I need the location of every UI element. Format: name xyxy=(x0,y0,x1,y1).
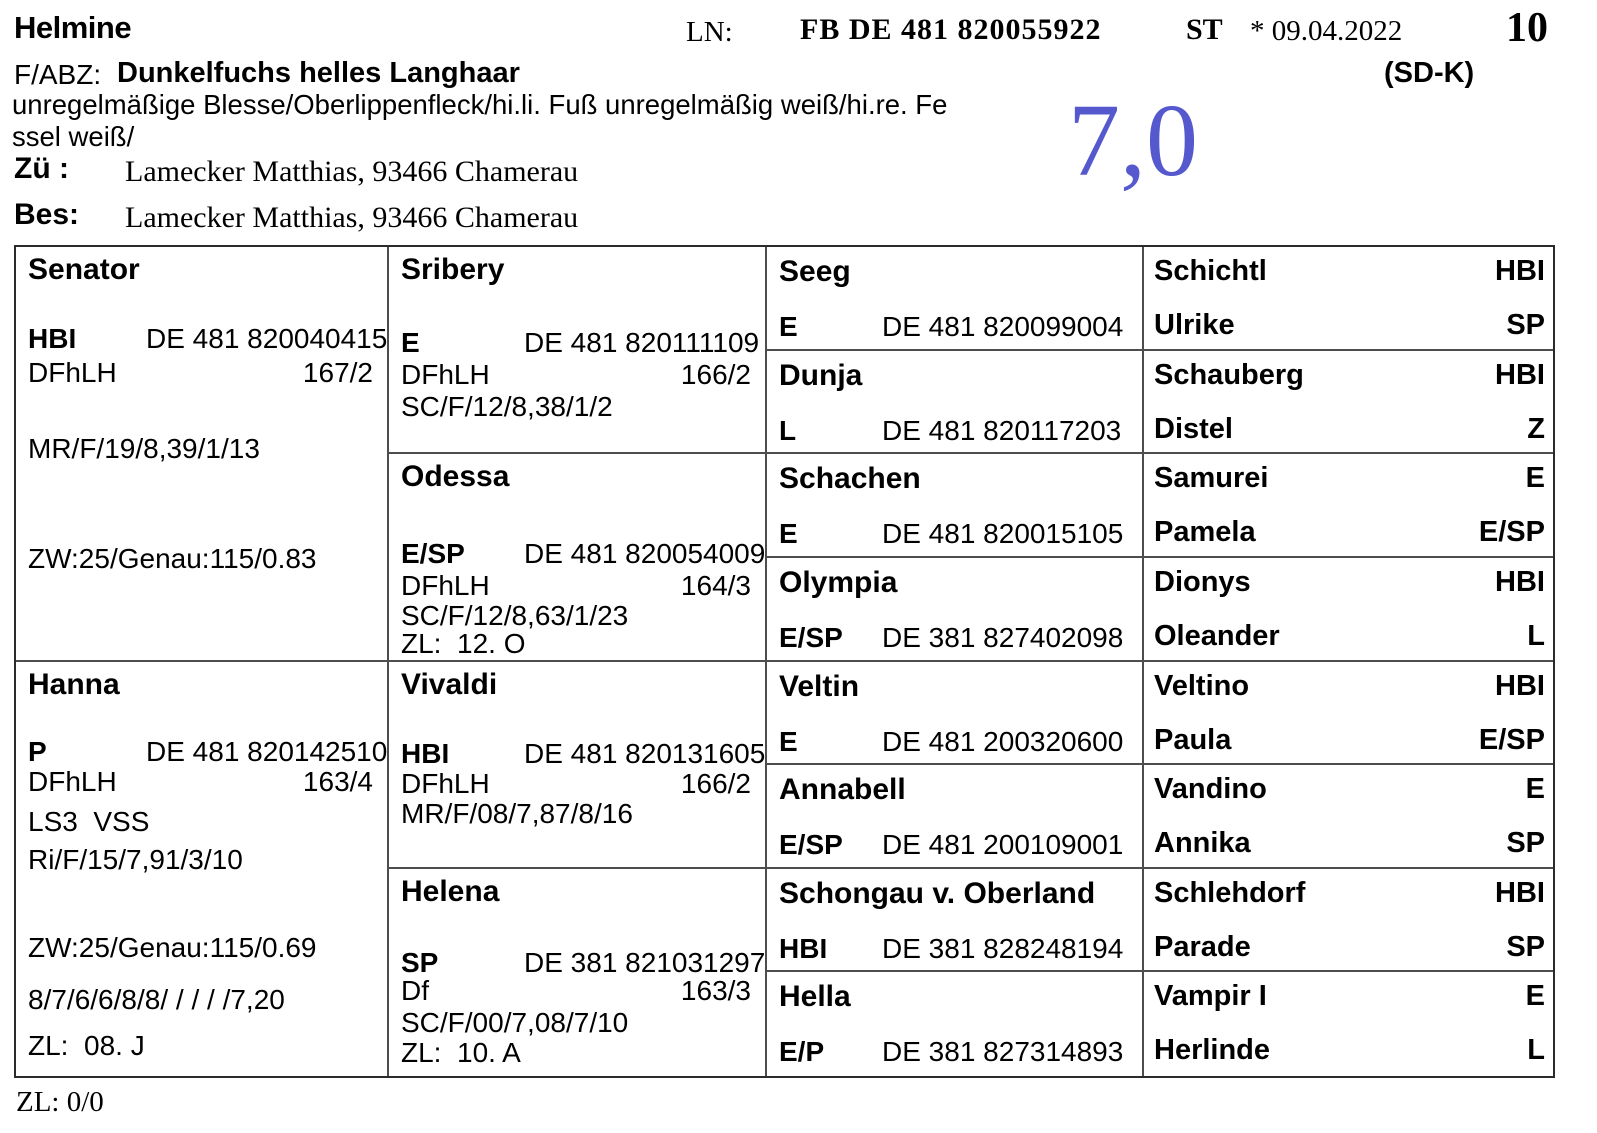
premium-label: L xyxy=(779,414,797,446)
zl-row: ZL: 08. J xyxy=(28,1029,145,1061)
breed-row xyxy=(401,570,751,602)
premium-label: HBI xyxy=(28,323,77,354)
premium-label: E xyxy=(401,327,420,358)
id-row xyxy=(779,1036,1123,1068)
measurement: 166/2 xyxy=(680,359,751,390)
horse-name: Distel xyxy=(1154,412,1233,445)
life-number: DE 481 820142510 xyxy=(146,735,388,767)
premium-label: Z xyxy=(1527,412,1545,445)
sire-row xyxy=(1154,359,1545,392)
life-number: DE 381 821031297 xyxy=(524,946,766,978)
life-number: DE 481 820040415 xyxy=(146,323,388,354)
premium-label: HBI xyxy=(1495,876,1545,909)
id-row xyxy=(779,415,1121,447)
pedigree-cell-gen4-3 xyxy=(1144,454,1553,558)
horse-name: Senator xyxy=(28,253,140,286)
dam-row xyxy=(1154,827,1545,860)
sire-row xyxy=(1154,980,1545,1013)
breed-code: DFhLH xyxy=(401,359,490,390)
id-row xyxy=(779,726,1123,758)
breed-code: Df xyxy=(401,974,429,1006)
color-description: Dunkelfuchs helles Langhaar xyxy=(117,57,520,89)
horse-name: Vivaldi xyxy=(401,667,498,701)
ln-number: FB DE 481 820055922 xyxy=(800,13,1102,46)
premium-label: E xyxy=(779,311,798,342)
performance-row: Ri/F/15/7,91/3/10 xyxy=(28,843,243,875)
dam-row xyxy=(1154,724,1545,757)
premium-label: SP xyxy=(1506,309,1545,341)
breed-row xyxy=(401,359,751,391)
horse-name: Oleander xyxy=(1154,619,1280,652)
breed-row xyxy=(401,768,751,800)
life-number: DE 481 200109001 xyxy=(882,829,1124,861)
premium-label: SP xyxy=(401,946,439,978)
dam-row xyxy=(1154,309,1545,342)
id-row xyxy=(779,933,1123,965)
pedigree-cell-gen3-6 xyxy=(767,765,1144,869)
horse-name: Vampir I xyxy=(1154,980,1267,1013)
pedigree-cell-gen3-5 xyxy=(767,662,1144,766)
horse-name: Parade xyxy=(1154,930,1251,963)
premium-label: SP xyxy=(1506,930,1545,963)
horse-name: Dionys xyxy=(1154,565,1251,598)
horse-name: Helena xyxy=(401,874,500,908)
horse-name: Herlinde xyxy=(1154,1034,1271,1067)
dam-row xyxy=(1154,620,1545,653)
life-number: DE 381 828248194 xyxy=(882,932,1124,964)
premium-label: HBI xyxy=(401,737,450,769)
horse-name: Schongau v. Oberland xyxy=(779,876,1096,910)
life-number: DE 481 820111109 xyxy=(524,327,760,358)
horse-name: Pamela xyxy=(1154,516,1256,549)
pedigree-cell-gen3-7 xyxy=(767,869,1144,973)
performance-row: SC/F/12/8,63/1/23 xyxy=(401,600,629,632)
horse-name: Annabell xyxy=(779,773,906,807)
breed-row xyxy=(28,357,373,389)
horse-name: Seeg xyxy=(779,255,851,288)
premium-label: E/SP xyxy=(1478,723,1545,756)
premium-label: E xyxy=(1525,773,1545,806)
pedigree-cell-gen2-2 xyxy=(389,454,767,661)
horse-name: Schauberg xyxy=(1154,358,1304,391)
life-number: DE 381 827402098 xyxy=(882,621,1124,653)
measurement: 163/3 xyxy=(680,974,751,1006)
pedigree-cell-gen4-2 xyxy=(1144,351,1553,455)
measurement: 167/2 xyxy=(302,357,373,388)
pedigree-cell-gen4-7 xyxy=(1144,869,1553,973)
premium-label: P xyxy=(28,735,47,767)
premium-label: E xyxy=(1525,462,1545,495)
id-row xyxy=(28,323,387,355)
st-label: ST xyxy=(1186,13,1223,46)
id-row xyxy=(779,622,1123,654)
pedigree-cell-gen4-8 xyxy=(1144,972,1553,1076)
life-number: DE 481 820117203 xyxy=(882,414,1122,446)
horse-name: Helmine xyxy=(14,10,132,45)
footer-zl: ZL: 0/0 xyxy=(16,1086,104,1118)
sire-row xyxy=(1154,255,1545,288)
scores-row: 8/7/6/6/8/8/ / / / /7,20 xyxy=(28,983,285,1015)
premium-label: SP xyxy=(1506,827,1545,860)
pedigree-cell-gen3-2 xyxy=(767,351,1144,455)
pedigree-cell-gen4-6 xyxy=(1144,765,1553,869)
id-row xyxy=(28,736,387,768)
dam-row xyxy=(1154,516,1545,549)
horse-name: Veltin xyxy=(779,669,860,703)
life-number: DE 481 200320600 xyxy=(882,725,1124,757)
premium-label: HBI xyxy=(1495,565,1545,598)
id-row xyxy=(779,311,1123,343)
premium-label: HBI xyxy=(1495,358,1545,391)
dam-row xyxy=(1154,413,1545,446)
premium-label: E xyxy=(1525,980,1545,1013)
pedigree-cell-gen4-1 xyxy=(1144,247,1553,351)
performance-row: MR/F/08/7,87/8/16 xyxy=(401,797,633,829)
horse-name: Hella xyxy=(779,980,851,1014)
horse-name: Dunja xyxy=(779,358,863,392)
premium-label: L xyxy=(1527,1034,1545,1067)
breed-code: DFhLH xyxy=(401,570,490,602)
markings-line2: ssel weiß/ xyxy=(12,121,135,152)
life-number: DE 481 820015105 xyxy=(882,518,1124,550)
dam-row xyxy=(1154,931,1545,964)
ln-label: LN: xyxy=(686,16,733,48)
birth-date: * 09.04.2022 xyxy=(1250,15,1403,47)
sire-row xyxy=(1154,670,1545,703)
sire-row xyxy=(1154,566,1545,599)
pedigree-cell-dam xyxy=(16,662,389,1077)
id-row xyxy=(779,829,1123,861)
owner-label: Bes: xyxy=(14,198,80,231)
horse-name: Veltino xyxy=(1154,669,1250,702)
horse-name: Olympia xyxy=(779,565,898,599)
zl-row: ZL: 12. O xyxy=(401,628,526,660)
premium-label: E xyxy=(779,518,798,550)
dam-row xyxy=(1154,1034,1545,1067)
pedigree-cell-gen4-5 xyxy=(1144,662,1553,766)
pedigree-cell-gen3-8 xyxy=(767,972,1144,1076)
performance-row: SC/F/00/7,08/7/10 xyxy=(401,1006,629,1038)
life-number: DE 481 820054009 xyxy=(524,538,766,570)
performance-row: MR/F/19/8,39/1/13 xyxy=(28,433,260,464)
premium-label: HBI xyxy=(1495,669,1545,702)
premium-label: HBI xyxy=(779,932,828,964)
pedigree-cell-sire xyxy=(16,247,389,662)
sire-row xyxy=(1154,773,1545,806)
sire-row xyxy=(1154,877,1545,910)
pedigree-cell-gen2-4 xyxy=(389,869,767,1076)
id-row xyxy=(401,538,765,570)
id-row xyxy=(401,327,759,359)
pedigree-cell-gen3-4 xyxy=(767,558,1144,662)
breed-code: DFhLH xyxy=(28,765,117,797)
status-row: LS3 VSS xyxy=(28,805,150,837)
breed-row xyxy=(28,766,373,798)
markings-line1: unregelmäßige Blesse/Oberlippenfleck/hi.li. Fuß unregelmäßig weiß/hi.re. Fe xyxy=(12,89,948,120)
sire-row xyxy=(1154,462,1545,495)
premium-label: E/SP xyxy=(1478,516,1545,549)
life-number: DE 481 820099004 xyxy=(882,311,1124,342)
studbook-class: (SD-K) xyxy=(1384,57,1475,89)
horse-name: Paula xyxy=(1154,723,1232,756)
id-row xyxy=(401,738,765,770)
premium-label: E/SP xyxy=(779,829,843,861)
zw-row: ZW:25/Genau:115/0.83 xyxy=(28,543,317,574)
pedigree-cell-gen3-3 xyxy=(767,454,1144,558)
id-row xyxy=(779,518,1123,550)
breed-code: DFhLH xyxy=(401,767,490,799)
premium-label: E/P xyxy=(779,1036,825,1068)
measurement: 163/4 xyxy=(302,765,373,797)
pedigree-cell-gen3-1 xyxy=(767,247,1144,351)
zw-row: ZW:25/Genau:115/0.69 xyxy=(28,931,317,963)
zl-row: ZL: 10. A xyxy=(401,1036,521,1068)
premium-label: E/SP xyxy=(401,538,465,570)
horse-name: Annika xyxy=(1154,827,1251,860)
horse-name: Sribery xyxy=(401,253,505,286)
horse-name: Ulrike xyxy=(1154,309,1235,341)
owner-value: Lamecker Matthias, 93466 Chamerau xyxy=(125,201,579,234)
fabz-label: F/ABZ: xyxy=(14,59,102,90)
life-number: DE 481 820131605 xyxy=(524,737,766,769)
horse-name: Schlehdorf xyxy=(1154,876,1306,909)
life-number: DE 381 827314893 xyxy=(882,1036,1124,1068)
pedigree-cell-gen2-1 xyxy=(389,247,767,454)
performance-row: SC/F/12/8,38/1/2 xyxy=(401,391,613,422)
premium-label: E/SP xyxy=(779,621,843,653)
measurement: 166/2 xyxy=(680,767,751,799)
breed-row xyxy=(401,975,751,1007)
horse-name: Vandino xyxy=(1154,773,1267,806)
pedigree-cell-gen2-3 xyxy=(389,662,767,869)
pedigree-table xyxy=(14,245,1555,1078)
premium-label: L xyxy=(1527,619,1545,652)
breeder-label: Zü : xyxy=(14,152,69,185)
horse-name: Schachen xyxy=(779,462,921,496)
breed-code: DFhLH xyxy=(28,357,117,388)
evaluation-score: 7,0 xyxy=(1068,83,1198,198)
measurement: 164/3 xyxy=(680,570,751,602)
horse-name: Schichtl xyxy=(1154,255,1267,287)
page-number: 10 xyxy=(1506,5,1548,51)
horse-name: Odessa xyxy=(401,460,510,494)
horse-name: Hanna xyxy=(28,667,120,701)
premium-label: E xyxy=(779,725,798,757)
horse-name: Samurei xyxy=(1154,462,1269,495)
breeder-value: Lamecker Matthias, 93466 Chamerau xyxy=(125,155,579,188)
premium-label: HBI xyxy=(1495,255,1545,287)
pedigree-cell-gen4-4 xyxy=(1144,558,1553,662)
